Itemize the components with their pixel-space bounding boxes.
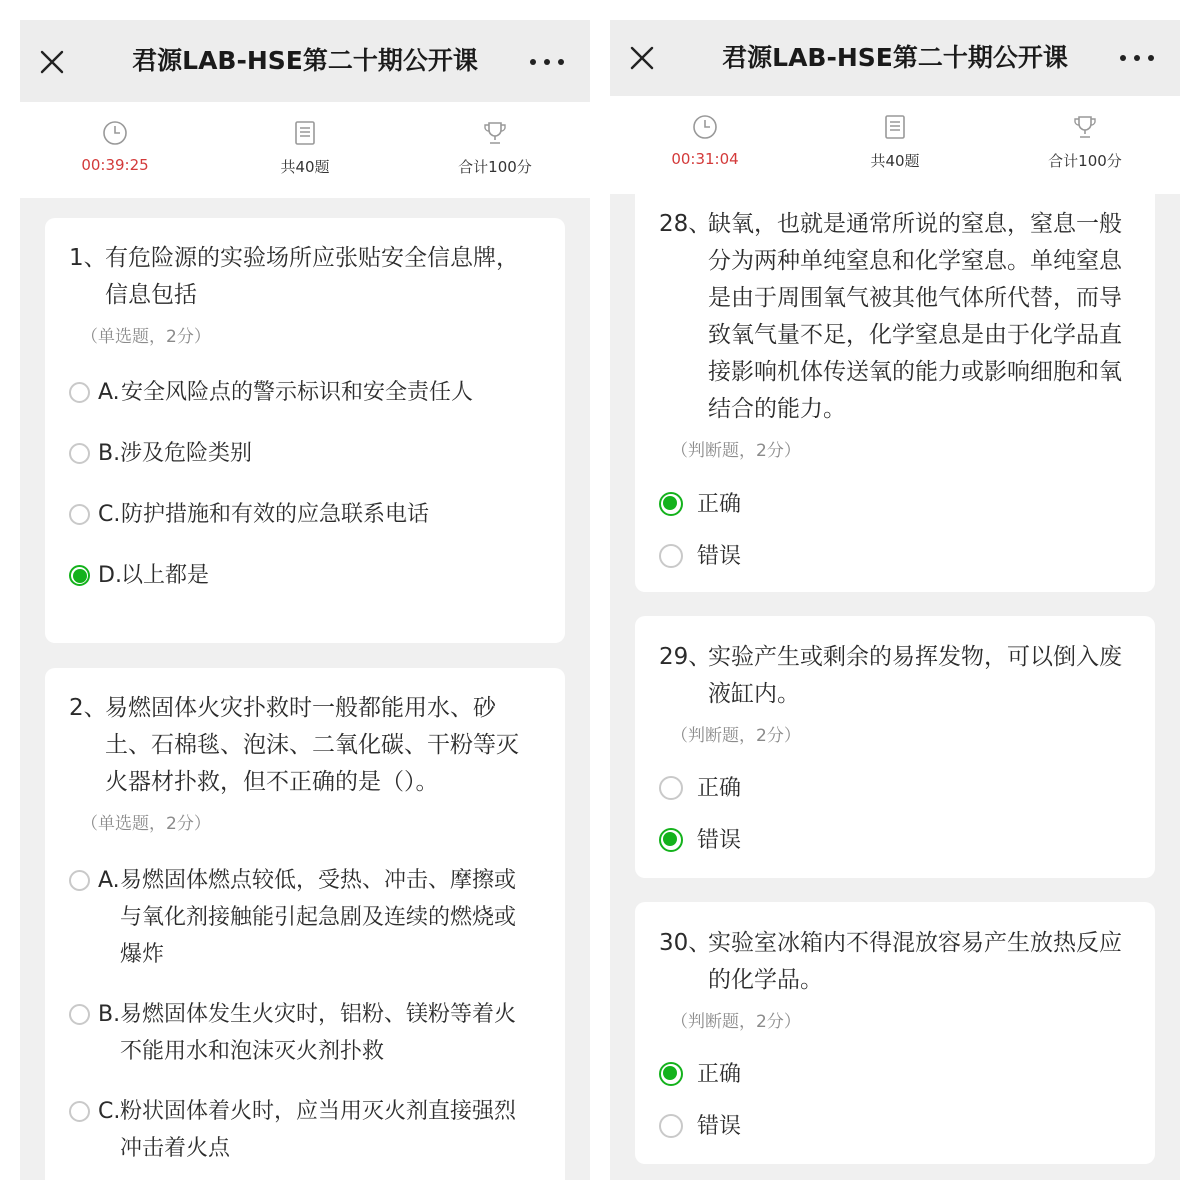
radio-button[interactable]	[69, 1101, 90, 1122]
quiz-stats-bar	[610, 96, 1180, 194]
option-true[interactable]	[659, 770, 1125, 807]
question-number: 2、	[69, 695, 107, 721]
radio-button[interactable]	[69, 504, 90, 525]
question-stem: 实验产生或剩余的易挥发物，可以倒入废液缸内。	[708, 644, 1122, 707]
question-text	[69, 240, 537, 314]
question-type-score: （判断题，2分）	[671, 441, 801, 461]
document-icon	[882, 114, 908, 140]
trophy-icon	[1072, 114, 1098, 140]
total-score-stat	[400, 102, 590, 198]
question-number: 28、	[659, 211, 712, 237]
radio-button[interactable]	[69, 870, 90, 891]
option-label: 正确	[697, 1062, 742, 1087]
radio-button-selected[interactable]	[659, 1062, 683, 1086]
option-label: B. 涉及危险类别	[98, 441, 253, 466]
question-list[interactable]	[610, 194, 1180, 1180]
option-label: C. 防护措施和有效的应急联系电话	[98, 502, 430, 527]
option-label: 正确	[697, 776, 742, 801]
more-icon[interactable]	[530, 56, 564, 66]
close-icon[interactable]	[628, 44, 656, 72]
question-type-score: （判断题，2分）	[671, 1012, 801, 1032]
radio-button[interactable]	[659, 776, 683, 800]
option-label: 错误	[697, 828, 742, 853]
page-title: 君源LAB-HSE第二十期公开课	[722, 43, 1068, 72]
question-type-score: （单选题，2分）	[81, 327, 211, 347]
document-icon	[292, 120, 318, 146]
total-score: 合计100分	[458, 158, 532, 176]
quiz-screen-left	[20, 20, 590, 1180]
radio-button[interactable]	[69, 382, 90, 403]
timer-stat	[20, 102, 210, 198]
question-count: 共40题	[870, 152, 920, 170]
option-false[interactable]	[659, 538, 1125, 575]
question-card	[635, 902, 1155, 1164]
question-count: 共40题	[280, 158, 330, 176]
question-type-score: （判断题，2分）	[671, 726, 801, 746]
question-stem: 缺氧，也就是通常所说的窒息，窒息一般分为两种单纯窒息和化学窒息。单纯窒息是由于周围氧气被其他气体所代替，而导致氧气量不足，化学窒息是由于化学品直接影响机体传送氧的能力或影响细胞和氧结合的能力。	[708, 211, 1122, 422]
trophy-icon	[482, 120, 508, 146]
close-icon[interactable]	[38, 48, 66, 76]
question-number: 1、	[69, 245, 107, 271]
option-false[interactable]	[659, 822, 1125, 859]
question-card	[45, 218, 565, 643]
question-count-stat	[800, 96, 990, 192]
title-bar	[610, 20, 1180, 102]
option-label: 错误	[697, 544, 742, 569]
option-label: B. 易燃固体发生火灾时，铝粉、镁粉等着火不能用水和泡沫灭火剂扑救	[98, 1002, 517, 1064]
question-number: 30、	[659, 930, 712, 956]
question-card	[635, 616, 1155, 878]
radio-button[interactable]	[69, 443, 90, 464]
option-label: A. 安全风险点的警示标识和安全责任人	[98, 380, 474, 405]
clock-icon	[692, 114, 718, 140]
question-number: 29、	[659, 644, 712, 670]
question-stem: 实验室冰箱内不得混放容易产生放热反应的化学品。	[708, 930, 1122, 993]
option-label: D. 以上都是	[98, 563, 210, 588]
clock-icon	[102, 120, 128, 146]
option-label: 错误	[697, 1114, 742, 1139]
question-text	[659, 925, 1127, 999]
title-bar	[20, 20, 590, 102]
question-card	[45, 668, 565, 1180]
page-title: 君源LAB-HSE第二十期公开课	[132, 46, 478, 75]
question-text	[69, 690, 537, 801]
question-type-score: （单选题，2分）	[81, 814, 211, 834]
question-text	[659, 206, 1127, 428]
option-c[interactable]	[69, 496, 535, 533]
option-d[interactable]	[69, 557, 535, 594]
option-label: C. 粉状固体着火时，应当用灭火剂直接强烈冲击着火点	[98, 1099, 517, 1161]
timer-stat	[610, 96, 800, 192]
option-c[interactable]	[69, 1093, 535, 1167]
option-b[interactable]	[69, 996, 535, 1070]
radio-button[interactable]	[69, 1004, 90, 1025]
option-label: A. 易燃固体燃点较低，受热、冲击、摩擦或与氧化剂接触能引起急剧及连续的燃烧或爆炸	[98, 868, 517, 967]
total-score-stat	[990, 96, 1180, 192]
radio-button[interactable]	[659, 544, 683, 568]
option-a[interactable]	[69, 862, 535, 973]
quiz-screen-right	[610, 20, 1180, 1180]
option-false[interactable]	[659, 1108, 1125, 1145]
radio-button-selected[interactable]	[659, 828, 683, 852]
option-label: 正确	[697, 492, 742, 517]
question-text	[659, 639, 1127, 713]
quiz-stats-bar	[20, 102, 590, 198]
question-count-stat	[210, 102, 400, 198]
question-card	[635, 194, 1155, 592]
timer-value: 00:31:04	[671, 150, 739, 168]
timer-value: 00:39:25	[81, 156, 149, 174]
option-true[interactable]	[659, 1056, 1125, 1093]
total-score: 合计100分	[1048, 152, 1122, 170]
more-icon[interactable]	[1120, 52, 1154, 62]
question-stem: 易燃固体火灾扑救时一般都能用水、砂土、石棉毯、泡沫、二氧化碳、干粉等灭火器材扑救，但不正确的是（）。	[105, 695, 519, 795]
option-a[interactable]	[69, 374, 535, 411]
question-list[interactable]	[20, 198, 590, 1180]
radio-button[interactable]	[659, 1114, 683, 1138]
radio-button-selected[interactable]	[659, 492, 683, 516]
option-b[interactable]	[69, 435, 535, 472]
radio-button-selected[interactable]	[69, 565, 90, 586]
question-stem: 有危险源的实验场所应张贴安全信息牌，信息包括	[105, 245, 519, 308]
option-true[interactable]	[659, 486, 1125, 523]
